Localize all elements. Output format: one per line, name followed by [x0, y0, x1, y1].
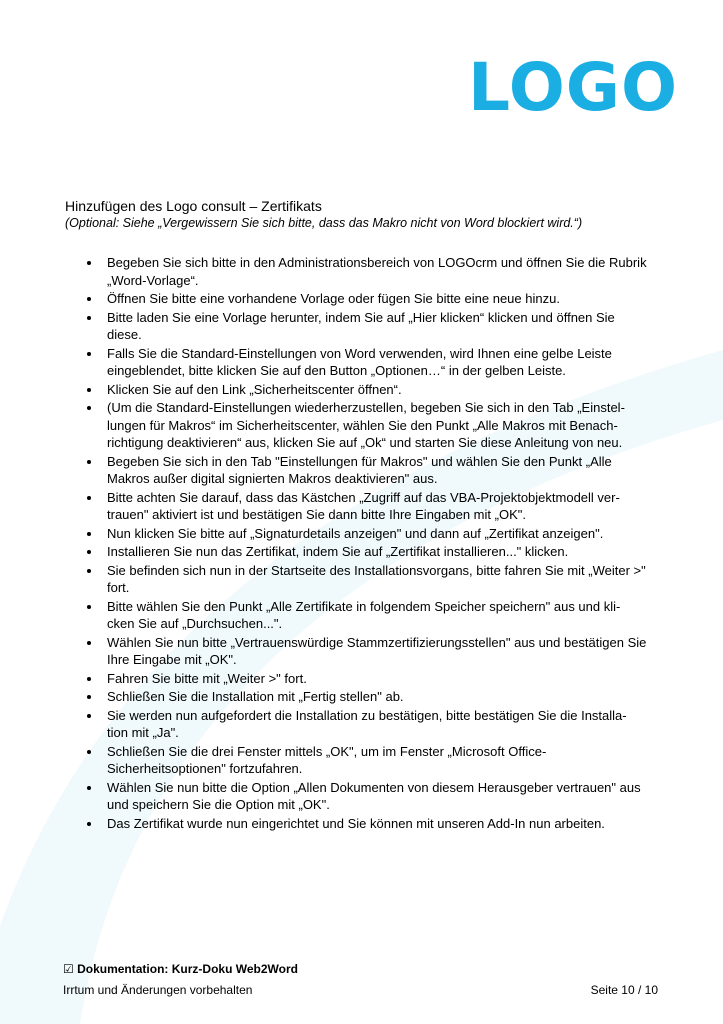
list-item: Installieren Sie nun das Zertifikat, indem Sie auf „Zertifikat installieren..." klicken. — [65, 543, 647, 561]
page-number: Seite 10 / 10 — [590, 983, 658, 997]
list-item: Bitte achten Sie darauf, dass das Kästchen „Zugriff auf das VBA-Projektobjektmodell ver-trauen" aktiviert ist und bestätigen Sie dann bitte Ihre Eingaben mit „OK". — [65, 489, 647, 524]
list-item: Klicken Sie auf den Link „Sicherheitscenter öffnen“. — [65, 381, 647, 399]
list-item: Wählen Sie nun bitte „Vertrauenswürdige Stammzertifizierungsstellen" aus und bestätigen Sie Ihre Eingabe mit „OK". — [65, 634, 647, 669]
list-item: Sie befinden sich nun in der Startseite des Installationsvorgans, bitte fahren Sie mit „Weiter >" fort. — [65, 562, 647, 597]
list-item: Begeben Sie sich in den Tab "Einstellungen für Makros" und wählen Sie den Punkt „Alle Makros außer digital signierten Makros deaktivieren" aus. — [65, 453, 647, 488]
list-item: Sie werden nun aufgefordert die Installation zu bestätigen, bitte bestätigen Sie die Installa-tion mit „Ja". — [65, 707, 647, 742]
list-item: Bitte wählen Sie den Punkt „Alle Zertifikate in folgendem Speicher speichern" aus und kli-cken Sie auf „Durchsuchen...". — [65, 598, 647, 633]
list-item: Falls Sie die Standard-Einstellungen von Word verwenden, wird Ihnen eine gelbe Leiste eingeblendet, bitte klicken Sie auf den Button „Optionen…“ in der gelben Leiste. — [65, 345, 647, 380]
list-item: Bitte laden Sie eine Vorlage herunter, indem Sie auf „Hier klicken“ klicken und öffnen Sie diese. — [65, 309, 647, 344]
list-item: Schließen Sie die drei Fenster mittels „OK", um im Fenster „Microsoft Office-Sicherheitsoptionen" fortzufahren. — [65, 743, 647, 778]
footer-disclaimer: Irrtum und Änderungen vorbehalten — [63, 983, 253, 997]
document-body — [65, 198, 665, 833]
footer-doc-label: ☑ Dokumentation: Kurz-Doku Web2Word — [63, 962, 298, 976]
list-item: (Um die Standard-Einstellungen wiederherzustellen, begeben Sie sich in den Tab „Einstel-lungen für Makros“ im Sicherheitscenter, wählen Sie den Punkt „Alle Makros mit Benach-richtigung deaktivieren“ aus, klicken Sie auf „Ok“ und starten Sie diese Anleitung von neu. — [65, 399, 647, 452]
list-item: Wählen Sie nun bitte die Option „Allen Dokumenten von diesem Herausgeber vertrauen" aus und speichern Sie die Option mit „OK". — [65, 779, 647, 814]
list-item: Nun klicken Sie bitte auf „Signaturdetails anzeigen" und dann auf „Zertifikat anzeigen". — [65, 525, 647, 543]
section-subtitle: (Optional: Siehe „Vergewissern Sie sich bitte, dass das Makro nicht von Word blockiert wird.“) — [65, 216, 583, 230]
list-item: Das Zertifikat wurde nun eingerichtet und Sie können mit unseren Add-In nun arbeiten. — [65, 815, 647, 833]
list-item: Fahren Sie bitte mit „Weiter >" fort. — [65, 670, 647, 688]
list-item: Begeben Sie sich bitte in den Administrationsbereich von LOGOcrm und öffnen Sie die Rubrik „Word-Vorlage“. — [65, 254, 647, 289]
list-item: Schließen Sie die Installation mit „Fertig stellen" ab. — [65, 688, 647, 706]
company-logo: LOGO — [468, 49, 679, 126]
list-item: Öffnen Sie bitte eine vorhandene Vorlage oder fügen Sie bitte eine neue hinzu. — [65, 290, 647, 308]
instruction-list — [65, 254, 665, 832]
section-title: Hinzufügen des Logo consult – Zertifikats — [65, 198, 322, 214]
